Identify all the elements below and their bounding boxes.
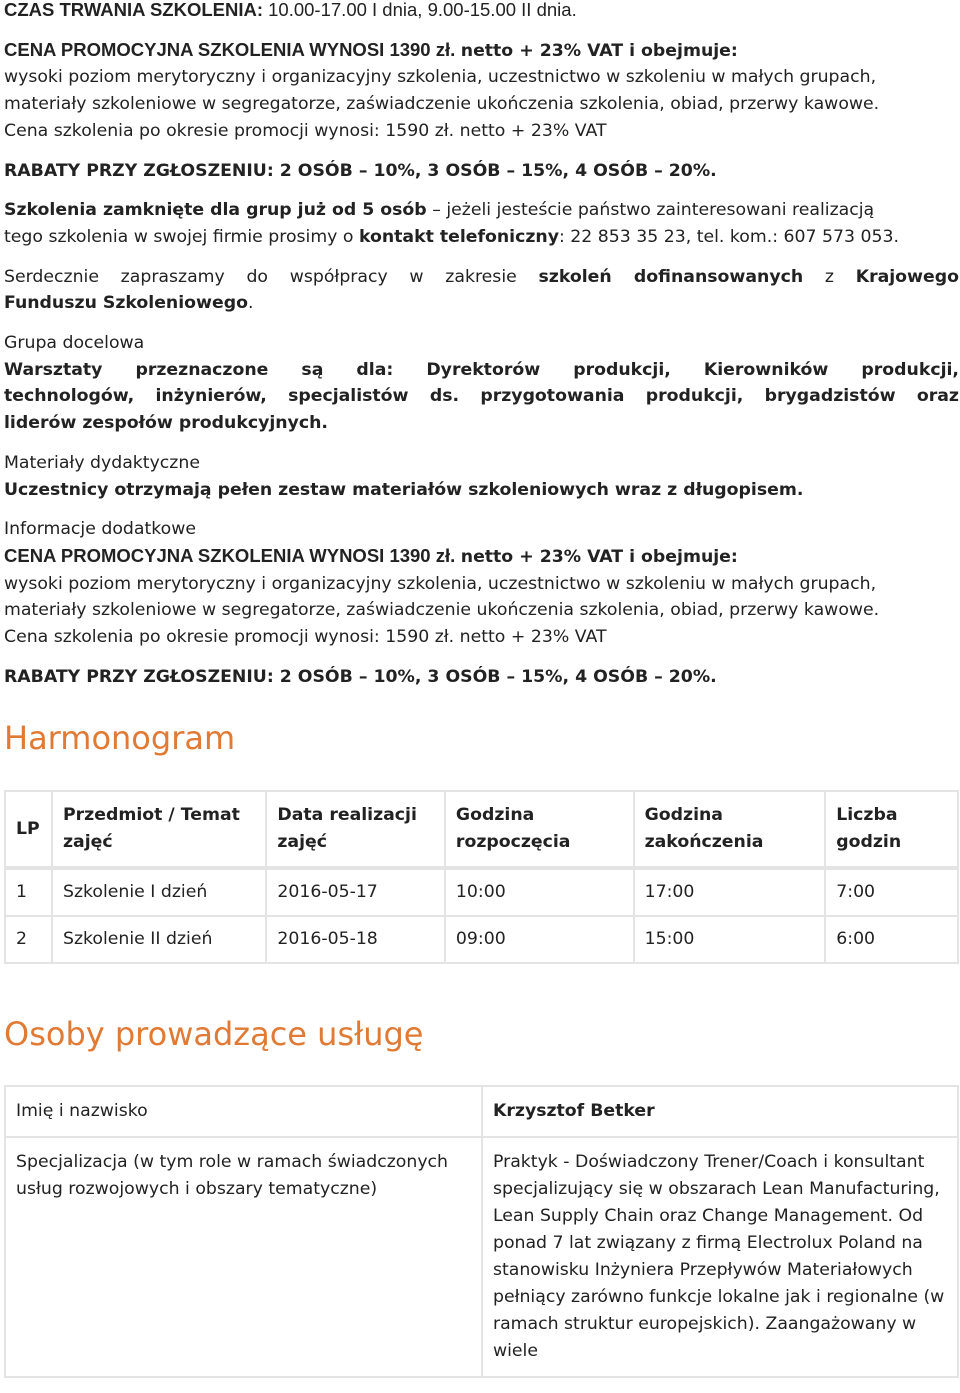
schedule-cell: 2016-05-17 <box>266 868 445 916</box>
promo-heading <box>4 37 959 65</box>
table-row <box>5 1137 958 1377</box>
additional-line-2: materiały szkoleniowe w segregatorze, zaświadczenie ukończenia szkolenia, obiad, przerwy kawowe. <box>4 600 880 621</box>
promo-heading-rest: netto + 23% VAT i obejmuje: <box>460 40 738 61</box>
schedule-cell: 15:00 <box>634 916 826 963</box>
closed-training-rest: – jeżeli jesteście państwo zainteresowani realizacją <box>432 200 875 221</box>
discounts-text-2: RABATY PRZY ZGŁOSZENIU: 2 OSÓB – 10%, 3 OSÓB – 15%, 4 OSÓB – 20%. <box>4 666 717 687</box>
schedule-cell: 2016-05-18 <box>266 916 445 963</box>
discounts-line <box>4 158 959 185</box>
invite-end: . <box>247 293 254 314</box>
duration-label: CZAS TRWANIA SZKOLENIA: <box>4 0 263 20</box>
closed-training-bold: Szkolenia zamknięte dla grup już od 5 osób <box>4 200 427 221</box>
schedule-header-cell: Godzina zakończenia <box>634 791 826 868</box>
spec-value-cell: Praktyk - Doświadczony Trener/Coach i konsultant specjalizujący się w obszarach Lean Manufacturing, Lean Supply Chain oraz Change Management. Od ponad 7 lat związany z firmą Electrolux Poland na stanowisku Inżyniera Przepływów Materiałowych pełniący zarówno funkcje lokalne jak i regionalne (w ramach struktur europejskich). Zaangażowany w wiele <box>482 1137 958 1377</box>
schedule-table <box>4 790 959 964</box>
schedule-header-cell: Liczba godzin <box>825 791 958 868</box>
schedule-cell: Szkolenie II dzień <box>52 916 266 963</box>
duration-line <box>4 0 959 24</box>
name-value-cell: Krzysztof Betker <box>482 1086 958 1137</box>
schedule-cell: 10:00 <box>445 868 634 916</box>
schedule-cell: 7:00 <box>825 868 958 916</box>
schedule-header-cell: Godzina rozpoczęcia <box>445 791 634 868</box>
schedule-cell: 2 <box>5 916 52 963</box>
additional-heading-rest: netto + 23% VAT i obejmuje: <box>460 546 738 567</box>
invite-bold-1: szkoleń dofinansowanych <box>538 266 804 287</box>
document-page <box>4 0 959 1378</box>
invite-line-1 <box>4 264 959 291</box>
promo-after-price: Cena szkolenia po okresie promocji wynosi: 1590 zł. netto + 23% VAT <box>4 120 607 141</box>
target-group-label: Grupa docelowa <box>4 333 145 354</box>
additional-label: Informacje dodatkowe <box>4 519 196 540</box>
target-group-line-3: liderów zespołów produkcyjnych. <box>4 413 328 434</box>
duration-value: 10.00-17.00 I dnia, 9.00-15.00 II dnia. <box>268 0 577 20</box>
schedule-title: Harmonogram <box>4 719 236 758</box>
promo-heading-bold: CENA PROMOCYJNA SZKOLENIA WYNOSI 1390 zł. <box>4 38 456 60</box>
target-group-line-2: technologów, inżynierów, specjalistów ds. przygotowania produkcji, brygadzistów oraz <box>4 386 959 407</box>
persons-title: Osoby prowadzące usługę <box>4 1015 424 1054</box>
schedule-cell: 1 <box>5 868 52 916</box>
additional-line-1: wysoki poziom merytoryczny i organizacyjny szkolenia, uczestnictwo w szkoleniu w małych grupach, <box>4 573 877 594</box>
schedule-cell: 17:00 <box>634 868 826 916</box>
invite-line-2 <box>4 290 959 317</box>
table-row <box>5 916 958 963</box>
promo-line-2: materiały szkoleniowe w segregatorze, zaświadczenie ukończenia szkolenia, obiad, przerwy kawowe. <box>4 94 880 115</box>
schedule-header-row <box>5 791 958 868</box>
additional-heading <box>4 543 959 571</box>
schedule-header-cell: Data realizacji zajęć <box>266 791 445 868</box>
name-label-cell: Imię i nazwisko <box>5 1086 482 1137</box>
target-group-line-1: Warsztaty przeznaczone są dla: Dyrektorów produkcji, Kierowników produkcji, <box>4 359 959 380</box>
contact-phone-numbers: : 22 853 35 23, tel. kom.: 607 573 053. <box>558 226 899 247</box>
promo-line-1: wysoki poziom merytoryczny i organizacyjny szkolenia, uczestnictwo w szkoleniu w małych grupach, <box>4 67 877 88</box>
invite-bold-2: Krajowego <box>855 266 959 287</box>
schedule-cell: 09:00 <box>445 916 634 963</box>
additional-heading-bold: CENA PROMOCYJNA SZKOLENIA WYNOSI 1390 zł. <box>4 544 456 566</box>
closed-training-line2-start: tego szkolenia w swojej firmie prosimy o <box>4 226 354 247</box>
table-row <box>5 868 958 916</box>
closed-training-line-1 <box>4 197 959 224</box>
schedule-header-cell: Przedmiot / Temat zajęć <box>52 791 266 868</box>
materials-label: Materiały dydaktyczne <box>4 452 200 473</box>
schedule-header-cell: LP <box>5 791 52 868</box>
invite-bold-3: Funduszu Szkoleniowego <box>4 293 248 314</box>
closed-training-line-2 <box>4 224 959 251</box>
persons-table <box>4 1085 959 1378</box>
invite-mid: z <box>824 266 834 287</box>
contact-phone-bold: kontakt telefoniczny <box>358 226 559 247</box>
schedule-cell: Szkolenie I dzień <box>52 868 266 916</box>
invite-start: Serdecznie zapraszamy do współpracy w zakresie <box>4 266 517 287</box>
additional-after-price: Cena szkolenia po okresie promocji wynosi: 1590 zł. netto + 23% VAT <box>4 627 607 648</box>
schedule-cell: 6:00 <box>825 916 958 963</box>
discounts-line-2 <box>4 664 959 691</box>
table-row <box>5 1086 958 1137</box>
spec-label-cell: Specjalizacja (w tym role w ramach świadczonych usług rozwojowych i obszary tematyczne) <box>5 1137 482 1377</box>
discounts-text: RABATY PRZY ZGŁOSZENIU: 2 OSÓB – 10%, 3 OSÓB – 15%, 4 OSÓB – 20%. <box>4 160 717 181</box>
materials-text: Uczestnicy otrzymają pełen zestaw materiałów szkoleniowych wraz z długopisem. <box>4 479 804 500</box>
